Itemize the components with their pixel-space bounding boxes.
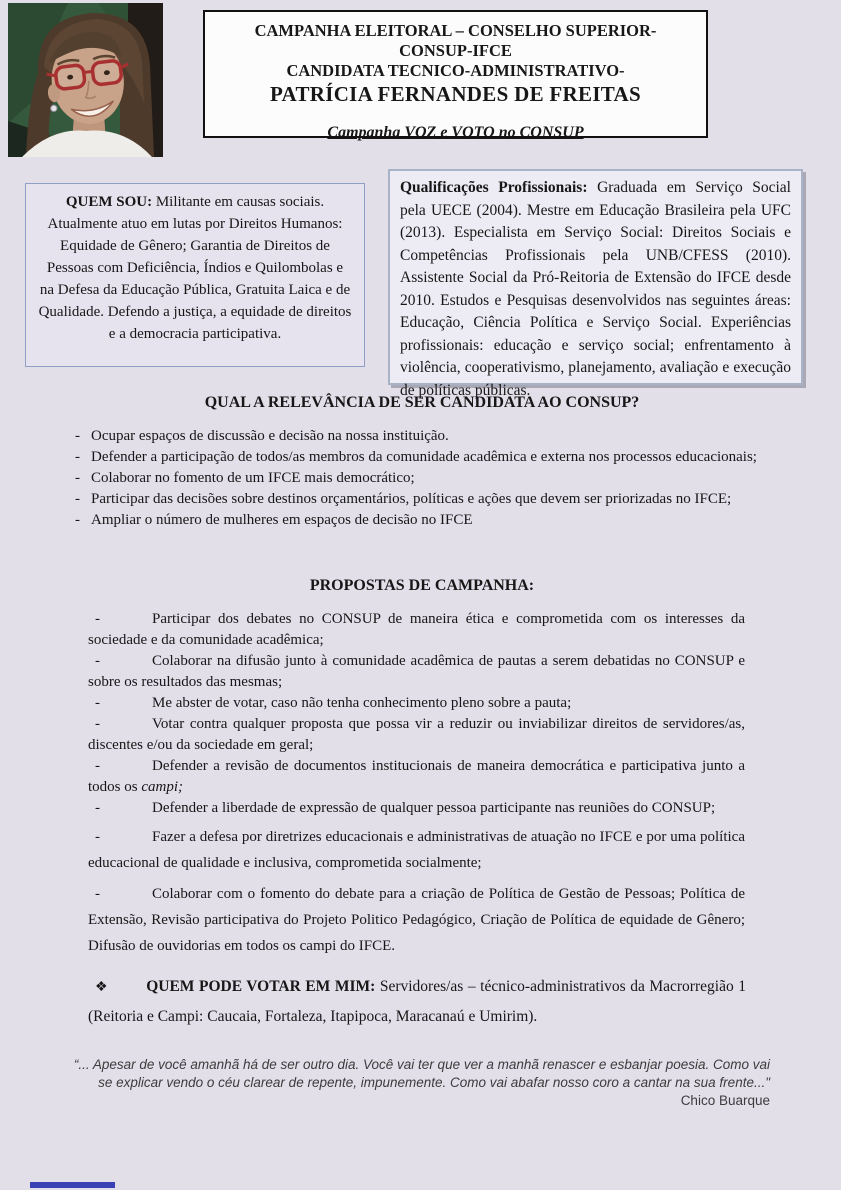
quem-pode-votar-label: QUEM PODE VOTAR EM MIM:	[146, 978, 376, 995]
footer-accent-bar	[30, 1182, 115, 1188]
relevancia-list	[63, 426, 781, 531]
dash-bullet: -	[95, 611, 100, 627]
qualificacoes-label: Qualificações Profissionais:	[400, 179, 588, 196]
header-line-1: CAMPANHA ELEITORAL – CONSELHO SUPERIOR-	[254, 21, 657, 40]
list-item: - Defender a revisão de documentos institucionais de maneira democrática e participativa junto a todos os campi;	[88, 758, 745, 795]
quem-sou-label: QUEM SOU:	[65, 194, 153, 210]
header-line-2: CONSUP-IFCE	[399, 41, 512, 60]
header-box	[203, 10, 708, 141]
list-item: - Defender a participação de todos/as membros da comunidade acadêmica e externa nos processos educacionais;	[75, 449, 757, 465]
dash-bullet: -	[75, 449, 80, 465]
list-item: - Colaborar no fomento de um IFCE mais democrático;	[75, 470, 415, 486]
qualificacoes-text: Graduada em Serviço Social pela UECE (2004). Mestre em Educação Brasileira pela UFC (2013). Especialista em Serviço Social: Direitos Sociais e Competências Profissionais pela UNB/CFESS (2010). Assistente Social da Pró-Reitoria de Extensão do IFCE desde 2010. Estudos e Pesquisas desenvolvidos nas seguintes áreas: Educação, Ciência Política e Serviço Social. Experiências profissionais: educação e serviço social; enfrentamento à violência, cooperativismo, planejamento, avaliação e execução de políticas públicas.	[400, 179, 791, 399]
list-item: - Ampliar o número de mulheres em espaços de decisão no IFCE	[75, 512, 473, 528]
list-item: - Ocupar espaços de discussão e decisão na nossa instituição.	[75, 428, 449, 444]
dash-bullet: -	[95, 800, 100, 816]
list-item: - Participar das decisões sobre destinos orçamentários, políticas e ações que devem ser priorizadas no IFCE;	[75, 491, 732, 507]
campaign-slogan: Campanha VOZ e VOTO no CONSUP	[327, 124, 584, 141]
list-item: - Colaborar com o fomento do debate para a criação de Política de Gestão de Pessoas; Política de Extensão, Revisão participativa do Projeto Politico Pedagógico, Criação de Política de equidade de Gênero; Difusão de ouvidorias em todos os campi do IFCE.	[88, 886, 745, 954]
list-item: - Fazer a defesa por diretrizes educacionais e administrativas de atuação no IFCE e por uma política educacional de qualidade e inclusiva, comprometida socialmente;	[88, 829, 745, 871]
dash-bullet: -	[95, 886, 100, 902]
dash-bullet: -	[75, 428, 80, 444]
list-item: - Votar contra qualquer proposta que possa vir a reduzir ou inviabilizar direitos de servidores/as, discentes e/ou da sociedade em geral;	[88, 716, 745, 753]
italic-term: campi;	[141, 779, 183, 795]
quote-author: Chico Buarque	[680, 1093, 770, 1108]
dash-bullet: -	[95, 695, 100, 711]
diamond-bullet-icon: ❖	[95, 980, 109, 995]
dash-bullet: -	[95, 758, 100, 774]
list-item: - Colaborar na difusão junto à comunidade acadêmica de pautas a serem debatidas no CONSUP e sobre os resultados das mesmas;	[88, 653, 745, 690]
dash-bullet: -	[95, 716, 100, 732]
quem-sou-text: Militante em causas sociais. Atualmente atuo em lutas por Direitos Humanos: Equidade de Gênero; Garantia de Direitos de Pessoas com Deficiência, Índios e Quilombolas e na Defesa da Educação Pública, Gratuita Laica e de Qualidade. Defendo a justiça, a equidade de direitos e a democracia participativa.	[38, 194, 352, 342]
closing-quote	[70, 1056, 770, 1110]
quem-pode-votar-text: Servidores/as – técnico-administrativos da Macrorregião 1 (Reitoria e Campi: Caucaia, Fortaleza, Itapipoca, Maracanaú e Umirim).	[88, 978, 746, 1025]
propostas-list	[88, 609, 745, 959]
list-item: - Defender a liberdade de expressão de qualquer pessoa participante nas reuniões do CONSUP;	[95, 800, 716, 816]
dash-bullet: -	[95, 653, 100, 669]
propostas-section-title: PROPOSTAS DE CAMPANHA:	[309, 577, 535, 594]
dash-bullet: -	[75, 491, 80, 507]
candidate-name: PATRÍCIA FERNANDES DE FREITAS	[269, 82, 641, 106]
qualificacoes-box	[388, 169, 803, 399]
quem-pode-votar-section	[88, 972, 746, 1031]
header-line-3: CANDIDATA TECNICO-ADMINISTRATIVO-	[286, 61, 625, 80]
dash-bullet: -	[95, 829, 100, 845]
list-item: - Participar dos debates no CONSUP de maneira ética e comprometida com os interesses da sociedade e da comunidade acadêmica;	[88, 611, 745, 648]
candidate-photo	[8, 3, 163, 157]
dash-bullet: -	[75, 512, 80, 528]
dash-bullet: -	[75, 470, 80, 486]
quem-sou-box	[25, 183, 365, 367]
quote-text: “... Apesar de você amanhã há de ser outro dia. Você vai ter que ver a manhã renascer e esbanjar poesia. Como vai se explicar vendo o céu clarear de repente, impunemente. Como vai abafar nosso coro a cantar na sua frente..."	[73, 1057, 770, 1090]
relevancia-section-title: QUAL A RELEVÂNCIA DE SER CANDIDATA AO CONSUP?	[204, 394, 640, 411]
candidate-portrait-illustration	[8, 3, 163, 157]
list-item: - Me abster de votar, caso não tenha conhecimento pleno sobre a pauta;	[95, 695, 572, 711]
